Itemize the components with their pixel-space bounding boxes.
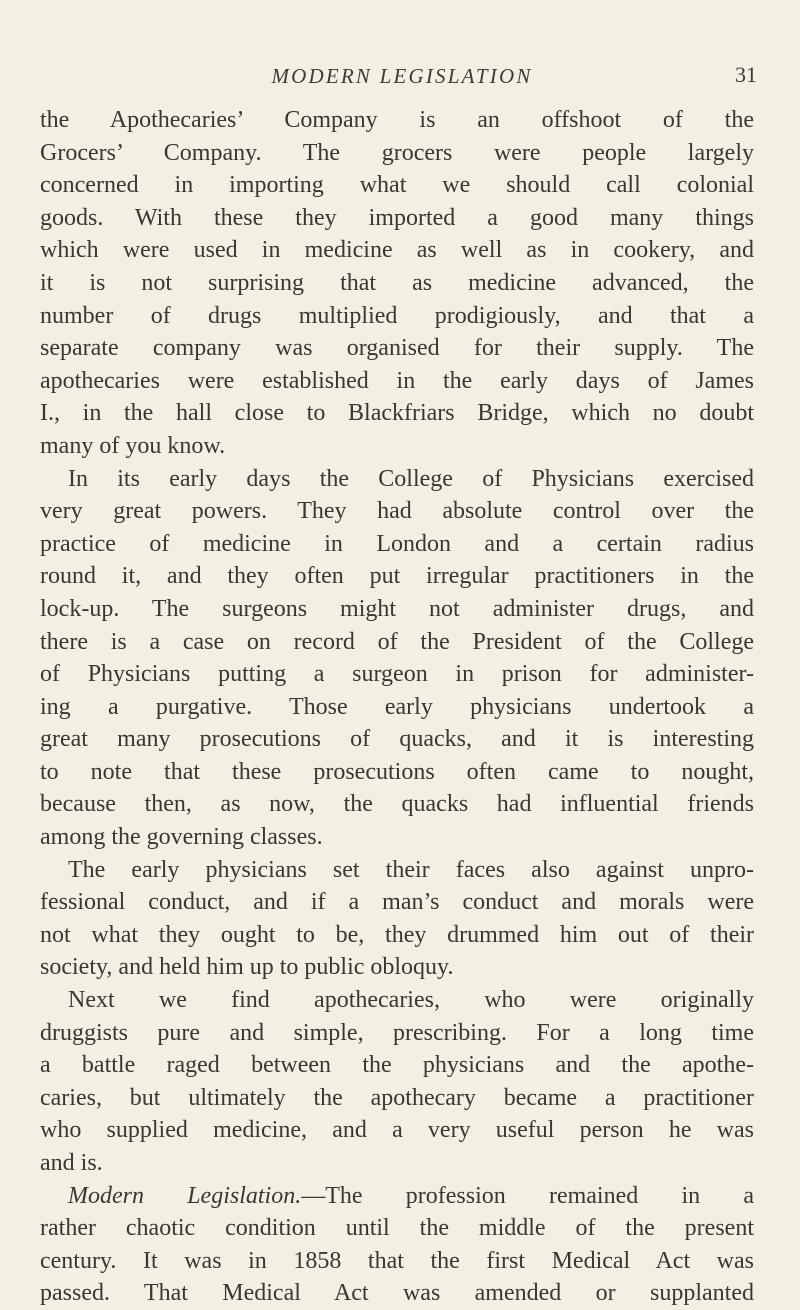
text-line: goods. With these they imported a good many things bbox=[40, 204, 754, 231]
paragraph-start bbox=[40, 1180, 754, 1213]
text-line: a battle raged between the physicians and the apothe- bbox=[40, 1052, 754, 1079]
text-line: number of drugs multiplied prodigiously, and that a bbox=[40, 302, 754, 329]
text-line: there is a case on record of the President of the College bbox=[40, 628, 754, 655]
text-fragment: —The profession remained in a bbox=[301, 1182, 754, 1209]
text-line: because then, as now, the quacks had influential friends bbox=[40, 791, 754, 818]
text-line: great many prosecutions of quacks, and it is interesting bbox=[40, 726, 754, 753]
text-line: druggists pure and simple, prescribing. For a long time bbox=[40, 1019, 754, 1046]
text-line: it is not surprising that as medicine advanced, the bbox=[40, 269, 754, 296]
text-line: not what they ought to be, they drummed him out of their bbox=[40, 921, 754, 948]
text-line: to note that these prosecutions often came to nought, bbox=[40, 758, 754, 785]
page-number: 31 bbox=[735, 62, 757, 87]
running-head: MODERN LEGISLATION bbox=[271, 64, 533, 88]
text-line: the Apothecaries’ Company is an offshoot of the bbox=[40, 107, 754, 133]
paragraph-start: Next we find apothecaries, who were originally bbox=[68, 987, 754, 1014]
text-line: I., in the hall close to Blackfriars Bridge, which no doubt bbox=[40, 400, 754, 427]
text-line: fessional conduct, and if a man’s conduct and morals were bbox=[40, 889, 754, 916]
text-line: practice of medicine in London and a certain radius bbox=[40, 530, 754, 557]
text-line: very great powers. They had absolute control over the bbox=[40, 498, 754, 525]
paragraph-start: In its early days the College of Physicians exercised bbox=[68, 465, 754, 492]
text-line: many of you know. bbox=[40, 432, 226, 459]
text-line: society, and held him up to public obloquy. bbox=[40, 954, 454, 981]
text-line: rather chaotic condition until the middle of the present bbox=[40, 1215, 754, 1242]
body-text bbox=[40, 104, 754, 1310]
text-line: passed. That Medical Act was amended or supplanted bbox=[40, 1280, 754, 1307]
text-line: lock-up. The surgeons might not administer drugs, and bbox=[40, 595, 754, 622]
text-line: concerned in importing what we should call colonial bbox=[40, 172, 754, 199]
text-line: who supplied medicine, and a very useful person he was bbox=[40, 1117, 754, 1144]
text-line: Grocers’ Company. The grocers were people largely bbox=[40, 139, 754, 166]
section-heading: Modern Legislation. bbox=[68, 1182, 302, 1209]
text-line: caries, but ultimately the apothecary became a practitioner bbox=[40, 1084, 754, 1111]
text-line: ing a purgative. Those early physicians undertook a bbox=[40, 693, 754, 720]
text-line: separate company was organised for their supply. The bbox=[40, 335, 754, 362]
text-line: and is. bbox=[40, 1150, 103, 1176]
paragraph-start: The early physicians set their faces also against unpro- bbox=[68, 856, 754, 883]
text-line: round it, and they often put irregular practitioners in the bbox=[40, 563, 754, 590]
text-line: apothecaries were established in the early days of James bbox=[40, 367, 754, 394]
text-line: among the governing classes. bbox=[40, 824, 323, 851]
text-line: which were used in medicine as well as in cookery, and bbox=[40, 237, 754, 264]
text-line: of Physicians putting a surgeon in prison for administer- bbox=[40, 661, 754, 688]
text-line: century. It was in 1858 that the first Medical Act was bbox=[40, 1247, 754, 1274]
